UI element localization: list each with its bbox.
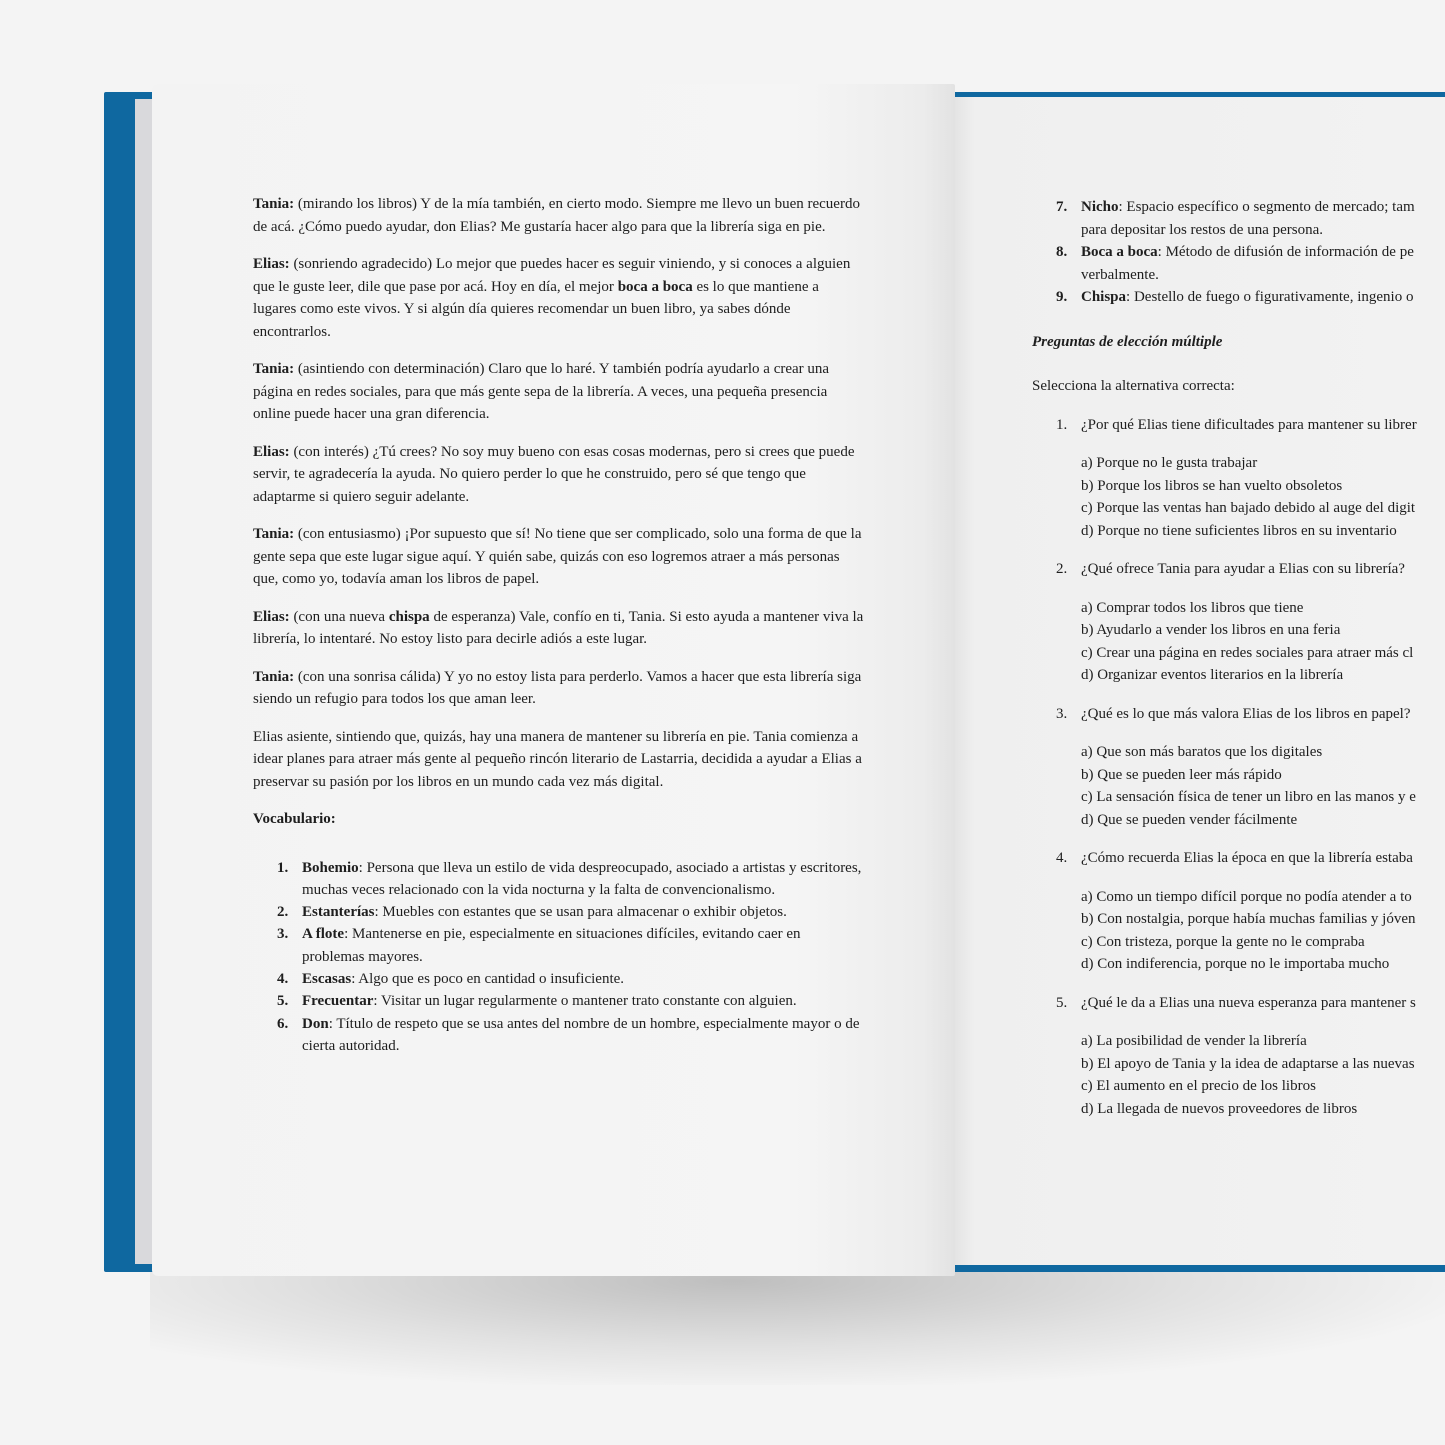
speaker-name: Elias: [253, 608, 290, 625]
answer-option: b) Con nostalgia, porque había muchas familias y jóven [1081, 911, 1416, 927]
vocab-item [253, 990, 865, 1012]
answer-options [1032, 597, 1445, 687]
vocab-term: Chispa [1081, 289, 1127, 305]
vocab-definition-line: : Destello de fuego o figurativamente, ingenio o [1126, 289, 1414, 305]
dialogue-paragraph: Elias: (con interés) ¿Tú crees? No soy muy bueno con esas cosas modernas, pero si crees que puede servir, te agradecería la ayuda. No quiero perder lo que he construido, pero sé que tengo que adaptarme si quiero seguir adelante. [253, 443, 855, 505]
answer-option: c) La sensación física de tener un libro en las manos y e [1081, 789, 1416, 805]
vocab-number: 9. [1056, 289, 1068, 305]
vocab-definition: : Título de respeto que se usa antes del nombre de un hombre, especialmente mayor o de cierta autoridad. [302, 1015, 860, 1054]
answer-option: a) Que son más baratos que los digitales [1081, 744, 1323, 760]
vocab-item [253, 901, 865, 923]
answer-options [1032, 741, 1445, 831]
vocab-term: Boca a boca [1081, 244, 1158, 260]
answer-option: a) Comprar todos los libros que tiene [1081, 599, 1304, 616]
vocab-definition: : Visitar un lugar regularmente o mantener trato constante con alguien. [373, 993, 797, 1010]
dialogue-paragraph: Tania: (mirando los libros) Y de la mía también, en cierto modo. Siempre me llevo un buen recuerdo de acá. ¿Cómo puedo ayudar, don Elias? Me gustaría hacer algo para que la librería siga en pie. [253, 196, 860, 235]
dialogue-paragraph: Tania: (con una sonrisa cálida) Y yo no estoy lista para perderlo. Vamos a hacer que esta librería siga siendo un refugio para todos los que aman leer. [253, 668, 862, 707]
question-text: ¿Qué le da a Elias una nueva esperanza para mantener s [1081, 994, 1416, 1011]
answer-option: d) La llegada de nuevos proveedores de libros [1081, 1100, 1358, 1117]
question [1032, 847, 1445, 870]
question-list [1032, 414, 1445, 1121]
speaker-name: Tania: [253, 196, 295, 212]
question [1032, 558, 1445, 581]
speaker-name: Elias: [253, 256, 290, 272]
vocab-term: Estanterías [302, 904, 375, 921]
answer-option: d) Porque no tiene suficientes libros en su inventario [1081, 522, 1397, 539]
answer-option: d) Que se pueden vender fácilmente [1081, 811, 1298, 828]
vocab-term: A flote [302, 926, 345, 943]
speaker-name: Tania: [253, 668, 295, 685]
answer-option: b) Que se pueden leer más rápido [1081, 766, 1282, 783]
vocab-number: 1. [277, 859, 289, 876]
vocab-term: Nicho [1081, 199, 1119, 215]
answer-option: b) Ayudarlo a vender los libros en una feria [1081, 622, 1341, 638]
dialogue-paragraph: Tania: (asintiendo con determinación) Claro que lo haré. Y también podría ayudarlo a crear una página en redes sociales, para que más gente sepa de la librería. A veces, una pequeña presencia online puede hacer una gran diferencia. [253, 361, 830, 422]
speaker-name: Tania: [253, 526, 295, 542]
vocab-item [253, 923, 865, 968]
answer-option: c) Crear una página en redes sociales para atraer más cl [1081, 644, 1414, 661]
answer-options [1032, 452, 1445, 542]
vocab-number: 5. [277, 993, 289, 1010]
answer-option: b) El apoyo de Tania y la idea de adaptarse a las nuevas [1081, 1055, 1415, 1072]
answer-option: c) Porque las ventas han bajado debido al auge del digit [1081, 500, 1416, 516]
answer-option: a) Como un tiempo difícil porque no podía atender a to [1081, 888, 1412, 905]
question [1032, 414, 1445, 437]
vocab-term: Bohemio [302, 859, 359, 876]
vocab-number: 4. [277, 970, 289, 987]
answer-options [1032, 886, 1445, 976]
vocab-highlight: boca a boca [617, 278, 693, 295]
answer-option: d) Con indiferencia, porque no le importaba mucho [1081, 956, 1390, 972]
vocab-highlight: chispa [388, 608, 430, 625]
question-number: 4. [1056, 850, 1068, 866]
question-text: ¿Cómo recuerda Elias la época en que la librería estaba [1081, 850, 1413, 866]
vocab-definition: : Mantenerse en pie, especialmente en situaciones difíciles, evitando caer en problemas mayores. [302, 926, 801, 965]
question-text: ¿Qué ofrece Tania para ayudar a Elias con su librería? [1081, 561, 1405, 577]
vocab-item [253, 968, 865, 990]
question-number: 2. [1056, 561, 1068, 577]
dialogue-paragraph: Elias asiente, sintiendo que, quizás, hay una manera de mantener su librería en pie. Tania comienza a idear planes para atraer más gente al pequeño rincón literario de Lastarria, decidida a ayudar a Elias a preservar su pasión por los libros en un mundo cada vez más digital. [253, 728, 862, 790]
question-text: ¿Por qué Elias tiene dificultades para mantener su librer [1081, 416, 1417, 433]
answer-option: a) La posibilidad de vender la librería [1081, 1033, 1307, 1049]
vocab-number: 2. [277, 904, 289, 921]
right-page-content [1032, 196, 1445, 1120]
question-number: 5. [1056, 994, 1068, 1011]
dialogue-paragraph: Elias: (sonriendo agradecido) Lo mejor que puedes hacer es seguir viniendo, y si conoces a alguien que le guste leer, dile que pase por acá. Hoy en día, el mejor boca a boca es lo que mantiene a lugares como este vivos. Y si algún día quieres recomendar un buen libro, ya sabes dónde encontrarlos. [253, 256, 851, 340]
vocab-term: Frecuentar [302, 993, 374, 1010]
vocab-item [1032, 286, 1445, 309]
answer-option: d) Organizar eventos literarios en la librería [1081, 667, 1344, 683]
instruction-text: Selecciona la alternativa correcta: [1032, 378, 1235, 394]
vocab-number: 7. [1056, 199, 1068, 215]
question [1032, 992, 1445, 1015]
vocab-number: 8. [1056, 244, 1068, 260]
vocab-item [1032, 196, 1445, 241]
vocab-number: 3. [277, 926, 289, 943]
speaker-name: Elias: [253, 443, 290, 460]
vocab-definition-line: para depositar los restos de una persona. [1081, 221, 1324, 238]
question [1032, 703, 1445, 726]
answer-option: b) Porque los libros se han vuelto obsoletos [1081, 477, 1343, 494]
vocab-number: 6. [277, 1015, 289, 1032]
question-text: ¿Qué es lo que más valora Elias de los libros en papel? [1081, 705, 1411, 722]
vocab-definition-line: verbalmente. [1081, 266, 1159, 283]
vocab-definition: : Algo que es poco en cantidad o insuficiente. [351, 970, 625, 987]
left-page-content [253, 193, 865, 1057]
answer-options [1032, 1030, 1445, 1120]
vocab-item [253, 1013, 865, 1058]
answer-option: c) Con tristeza, porque la gente no le compraba [1081, 933, 1365, 950]
question-number: 3. [1056, 705, 1068, 722]
vocab-term: Don [302, 1015, 329, 1032]
vocab-item [1032, 241, 1445, 286]
question-number: 1. [1056, 416, 1068, 433]
vocab-definition: : Persona que lleva un estilo de vida despreocupado, asociado a artistas y escritores, muchas veces relacionado con la vida nocturna y la falta de convencionalismo. [302, 859, 862, 898]
vocab-item [253, 857, 865, 902]
dialogue-paragraph: Tania: (con entusiasmo) ¡Por supuesto que sí! No tiene que ser complicado, solo una forma de que la gente sepa que este lugar sigue aquí. Y quién sabe, quizás con eso logremos atraer a más personas que, como yo, todavía aman los libros de papel. [253, 526, 862, 587]
vocab-definition: : Muebles con estantes que se usan para almacenar o exhibir objetos. [374, 904, 787, 921]
vocab-definition-line: : Método de difusión de información de pe [1157, 244, 1414, 260]
speaker-name: Tania: [253, 361, 295, 377]
section-title: Preguntas de elección múltiple [1032, 333, 1223, 350]
vocab-definition-line: : Espacio específico o segmento de mercado; tam [1118, 199, 1415, 215]
dialogue-paragraph: Elias: (con una nueva chispa de esperanza) Vale, confío en ti, Tania. Si esto ayuda a mantener viva la librería, lo intentaré. No estoy listo para decirle adiós a este lugar. [253, 608, 864, 647]
answer-option: c) El aumento en el precio de los libros [1081, 1078, 1316, 1094]
vocabulary-list-continued [1032, 196, 1445, 309]
dialogue-paragraphs [253, 193, 865, 793]
vocab-term: Escasas [302, 970, 352, 987]
answer-option: a) Porque no le gusta trabajar [1081, 455, 1258, 471]
vocabulary-title: Vocabulario: [253, 811, 336, 827]
vocabulary-list [253, 857, 865, 1058]
